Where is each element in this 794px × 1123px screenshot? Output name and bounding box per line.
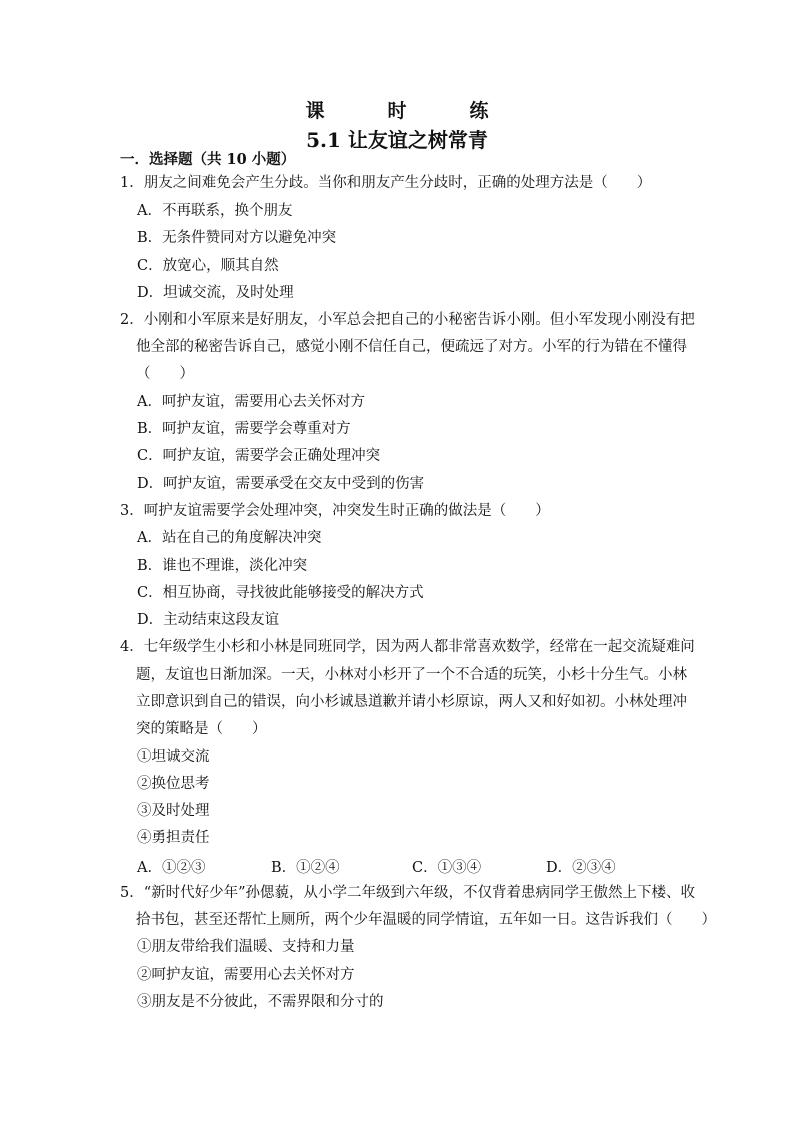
question-3-stem: 3．呵护友谊需要学会处理冲突，冲突发生时正确的做法是（ ） xyxy=(120,503,550,519)
question-1-option-a[interactable]: A．不再联系，换个朋友 xyxy=(137,203,293,219)
question-1-option-d[interactable]: D．坦诚交流，及时处理 xyxy=(137,285,294,301)
question-2-stem-line-2: 他全部的秘密告诉自己，感觉小刚不信任自己，便疏远了对方。小军的行为错在不懂得 xyxy=(136,339,687,355)
question-4-option-a[interactable]: A．①②③ xyxy=(137,860,206,876)
question-1-option-c[interactable]: C．放宽心，顺其自然 xyxy=(137,258,279,274)
question-3-option-c[interactable]: C．相互协商，寻找彼此能够接受的解决方式 xyxy=(137,585,424,601)
lesson-title: 5.1 让友谊之树常青 xyxy=(306,128,488,152)
question-4-stem-line-3: 立即意识到自己的错误，向小杉诚恳道歉并请小杉原谅，两人又和好如初。小林处理冲 xyxy=(136,694,687,710)
question-5-stem-line-2: 拾书包，甚至还帮忙上厕所，两个少年温暖的同学情谊，五年如一日。这告诉我们（ ） xyxy=(136,912,716,928)
question-2-option-d[interactable]: D．呵护友谊，需要承受在交友中受到的伤害 xyxy=(137,476,425,492)
question-2-option-c[interactable]: C．呵护友谊，需要学会正确处理冲突 xyxy=(137,448,381,464)
section-heading: 一．选择题（共 10 小题） xyxy=(120,151,296,168)
question-2-option-b[interactable]: B．呵护友谊，需要学会尊重对方 xyxy=(137,421,351,437)
question-2-stem-line-3: （ ） xyxy=(136,366,194,382)
question-3-option-a[interactable]: A．站在自己的角度解决冲突 xyxy=(137,530,322,546)
question-5-stem-line-1: 5．“新时代好少年”孙偲藐，从小学二年级到六年级，不仅背着患病同学王傲然上下楼、收 xyxy=(120,885,696,901)
question-4-option-b[interactable]: B．①②④ xyxy=(271,860,340,876)
question-4-stem-line-2: 题，友谊也日渐加深。一天，小林对小杉开了一个不合适的玩笑，小杉十分生气。小林 xyxy=(136,667,687,683)
question-4-item-2: ②换位思考 xyxy=(137,776,210,792)
question-4-stem-line-4: 突的策略是（ ） xyxy=(136,721,267,737)
question-4-option-c[interactable]: C．①③④ xyxy=(412,860,482,876)
question-1-stem: 1．朋友之间难免会产生分歧。当你和朋友产生分歧时，正确的处理方法是（ ） xyxy=(120,175,652,191)
question-1-option-b[interactable]: B．无条件赞同对方以避免冲突 xyxy=(137,230,337,246)
question-2-stem-line-1: 2．小刚和小军原来是好朋友，小军总会把自己的小秘密告诉小刚。但小军发现小刚没有把 xyxy=(120,312,695,328)
question-3-option-d[interactable]: D．主动结束这段友谊 xyxy=(137,612,280,628)
question-4-item-3: ③及时处理 xyxy=(137,803,210,819)
question-4-option-d[interactable]: D．②③④ xyxy=(546,860,616,876)
question-4-item-4: ④勇担责任 xyxy=(137,830,210,846)
question-5-item-2: ②呵护友谊，需要用心去关怀对方 xyxy=(137,967,355,983)
page-title: 课 时 练 xyxy=(305,100,511,122)
question-2-option-a[interactable]: A．呵护友谊，需要用心去关怀对方 xyxy=(137,394,365,410)
question-4-item-1: ①坦诚交流 xyxy=(137,749,210,765)
question-5-item-1: ①朋友带给我们温暖、支持和力量 xyxy=(137,939,355,955)
question-4-stem-line-1: 4．七年级学生小杉和小林是同班同学，因为两人都非常喜欢数学，经常在一起交流疑难问 xyxy=(120,639,695,655)
question-5-item-3: ③朋友是不分彼此，不需界限和分寸的 xyxy=(137,994,384,1010)
question-3-option-b[interactable]: B．谁也不理谁，淡化冲突 xyxy=(137,558,308,574)
